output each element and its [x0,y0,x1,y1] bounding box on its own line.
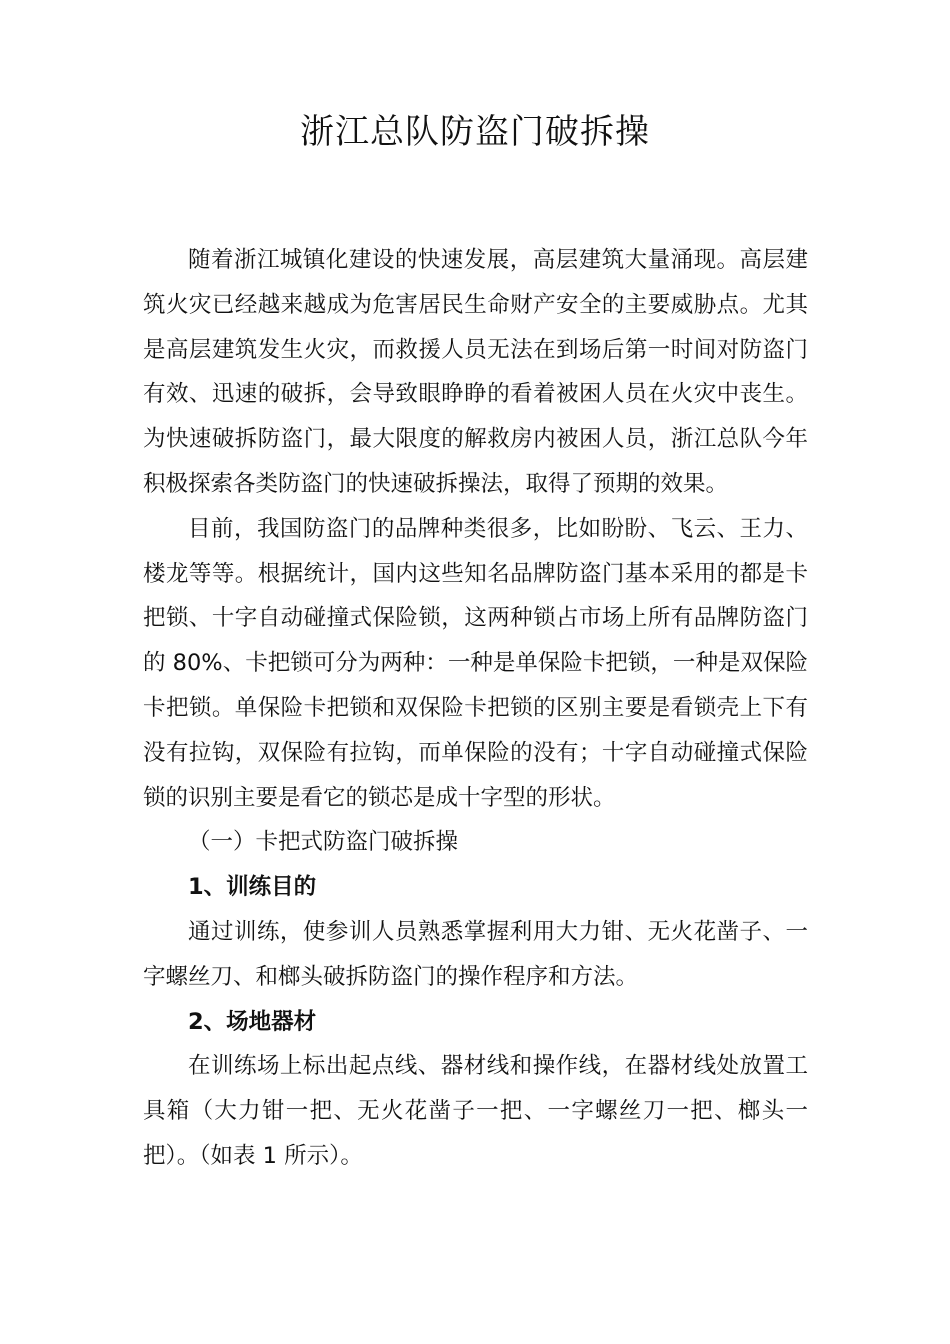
intro-paragraph: 随着浙江城镇化建设的快速发展，高层建筑大量涌现。高层建筑火灾已经越来越成为危害居民生命财产安全的主要威胁点。尤其是高层建筑发生火灾，而救援人员无法在到场后第一时间对防盗门有效、迅速的破拆，会导致眼睁睁的看着被困人员在火灾中丧生。为快速破拆防盗门，最大限度的解救房内被困人员，浙江总队今年积极探索各类防盗门的快速破拆操法，取得了预期的效果。 [143,247,808,497]
document-title: 浙江总队防盗门破拆操 [300,112,650,152]
section-one-heading: （一）卡把式防盗门破拆操 [188,829,459,856]
lock-types-paragraph: 目前，我国防盗门的品牌种类很多，比如盼盼、飞云、王力、楼龙等等。根据统计，国内这些知名品牌防盗门基本采用的都是卡把锁、十字自动碰撞式保险锁，这两种锁占市场上所有品牌防盗门的 80%、卡把锁可分为两种：一种是单保险卡把锁，一种是双保险卡把锁。单保险卡把锁和双保险卡把锁的区别主要是看锁壳上下有没有拉钩，双保险有拉钩，而单保险的没有；十字自动碰撞式保险锁的识别主要是看它的锁芯是成十字型的形状。 [143,515,808,811]
subsection-1-heading: 1、训练目的 [188,874,317,901]
subsection-1-text: 通过训练，使参训人员熟悉掌握利用大力钳、无火花凿子、一字螺丝刀、和榔头破拆防盗门的操作程序和方法。 [143,918,808,990]
document-body [143,238,808,1179]
subsection-2-text: 在训练场上标出起点线、器材线和操作线，在器材线处放置工具箱（大力钳一把、无火花凿子一把、一字螺丝刀一把、榔头一把）。（如表 1 所示）。 [143,1053,808,1169]
subsection-2-heading: 2、场地器材 [188,1008,317,1035]
